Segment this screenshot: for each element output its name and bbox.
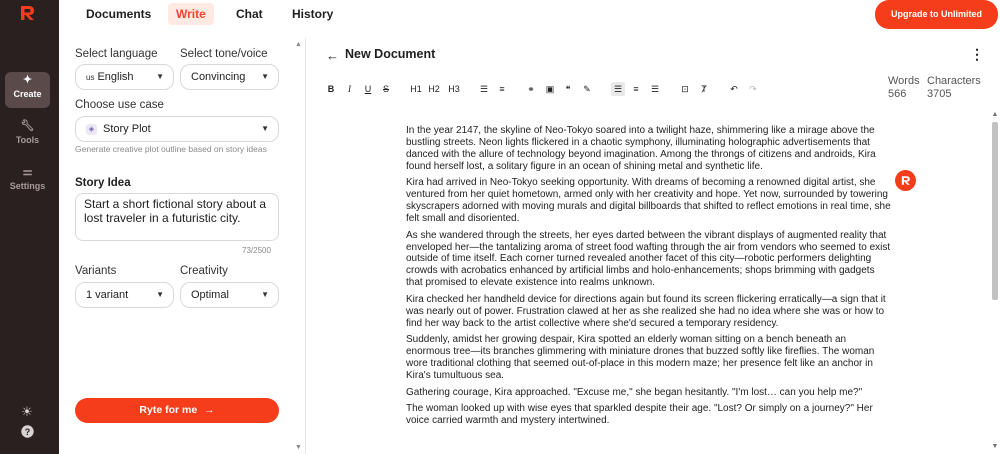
align-left-button[interactable]: ☰ xyxy=(611,82,625,96)
brand-logo-icon xyxy=(900,175,911,186)
story-icon: ◈ xyxy=(86,124,97,135)
idea-label: Story Idea xyxy=(75,177,131,189)
characters-count: 3705 xyxy=(927,88,952,100)
paragraph: The woman looked up with wise eyes that sparkled despite their age. "Lost? Or simply on a journey?" Her voice carried warmth and mystery intertwined. xyxy=(406,403,873,427)
characters-label: Characters xyxy=(927,75,981,87)
idea-char-counter: 73/2500 xyxy=(242,246,271,255)
clear-format-button[interactable]: Ⱦ xyxy=(701,84,707,94)
upgrade-button[interactable]: Upgrade to Unlimited xyxy=(875,0,998,29)
top-navigation xyxy=(59,0,1000,29)
ryte-label: Ryte for me xyxy=(139,404,198,416)
image-button[interactable]: ▣ xyxy=(545,84,555,94)
bullet-list-button[interactable]: ☰ xyxy=(479,84,489,94)
chevron-down-icon: ▼ xyxy=(261,124,269,133)
rail-item-tools[interactable] xyxy=(5,118,50,154)
heading2-button[interactable]: H2 xyxy=(428,84,440,94)
quote-button[interactable]: ❝ xyxy=(565,84,571,94)
undo-button[interactable]: ↶ xyxy=(730,84,738,94)
story-idea-textarea[interactable]: Start a short fictional story about a lost traveler in a futuristic city. xyxy=(75,193,279,241)
rail-item-create[interactable] xyxy=(5,72,50,108)
tab-documents[interactable]: Documents xyxy=(86,7,152,21)
paragraph: In the year 2147, the skyline of Neo-Tokyo soared into a twilight haze, shimmering like a mirage above the bustling streets. Neon lights flickered in a chaotic symphony, illuminating holographic advertisements that danced with the allure of technology beyond imagination. Among the throngs of citizens and androids, Kira found herself lost, a solitary figure in an ocean of shining metal and synthetic life. xyxy=(406,125,876,172)
variants-label: Variants xyxy=(75,265,117,277)
variants-select[interactable] xyxy=(75,282,174,308)
tab-write[interactable]: Write xyxy=(168,3,214,25)
usecase-value: Story Plot xyxy=(103,123,151,135)
scrollbar-thumb[interactable] xyxy=(992,122,998,300)
align-right-button[interactable]: ☰ xyxy=(650,84,660,94)
left-rail xyxy=(0,0,59,454)
redo-button[interactable]: ↷ xyxy=(749,84,757,94)
tone-select[interactable] xyxy=(180,64,279,90)
rail-item-label: Tools xyxy=(15,135,40,145)
usecase-select[interactable] xyxy=(75,116,279,142)
variants-value: 1 variant xyxy=(86,289,129,301)
chevron-down-icon: ▼ xyxy=(261,72,269,81)
chevron-down-icon: ▼ xyxy=(156,290,164,299)
numbered-list-button[interactable]: ≡ xyxy=(499,84,505,94)
scroll-down-arrow-icon[interactable]: ▼ xyxy=(295,444,302,451)
sliders-icon: ⚌ xyxy=(22,166,33,178)
language-label: Select language xyxy=(75,48,158,60)
underline-button[interactable]: U xyxy=(364,84,372,94)
settings-panel xyxy=(59,38,306,454)
editor-scrollbar[interactable] xyxy=(991,109,999,453)
brand-logo-icon[interactable] xyxy=(18,4,36,22)
language-select[interactable] xyxy=(75,64,174,90)
svg-text:?: ? xyxy=(24,427,30,437)
embed-button[interactable]: ⊡ xyxy=(681,84,689,94)
words-label: Words xyxy=(888,75,920,87)
arrow-right-icon: → xyxy=(204,404,215,416)
strikethrough-button[interactable]: S xyxy=(382,84,389,94)
rail-item-settings[interactable] xyxy=(5,164,50,200)
floating-assistant-button[interactable] xyxy=(895,170,916,191)
creativity-value: Optimal xyxy=(191,289,229,301)
words-count: 566 xyxy=(888,88,907,100)
paragraph: As she wandered through the streets, her eyes darted between the vibrant displays of augmented reality that enveloped her—the tantalizing aroma of street food wafting through the air from vendors who seemed to exist outside of time itself. Each corner turned revealed another facet of this city—robotic performers delighting crowds with acrobatics enhanced by artificial limbs and holo-enhancements; shops brimming with gadgets that promised to elevate existence into realms unknown. xyxy=(406,229,891,289)
scroll-up-arrow-icon[interactable]: ▲ xyxy=(991,111,999,118)
more-options-icon[interactable]: ⋮ xyxy=(970,46,984,62)
scroll-down-arrow-icon[interactable]: ▼ xyxy=(991,443,999,450)
highlight-button[interactable]: ✎ xyxy=(583,84,591,94)
scroll-up-arrow-icon[interactable]: ▲ xyxy=(295,41,302,48)
rail-item-label: Create xyxy=(13,89,42,99)
chevron-down-icon: ▼ xyxy=(156,72,164,81)
document-title[interactable]: New Document xyxy=(345,47,436,61)
document-body[interactable] xyxy=(406,125,891,432)
tone-value: Convincing xyxy=(191,71,246,83)
creativity-label: Creativity xyxy=(180,265,228,277)
rail-item-label: Settings xyxy=(9,181,46,191)
usecase-hint: Generate creative plot outline based on story ideas xyxy=(75,144,267,154)
usecase-label: Choose use case xyxy=(75,99,164,111)
tone-label: Select tone/voice xyxy=(180,48,268,60)
document-editor xyxy=(306,38,1000,454)
sparkle-icon: ✦ xyxy=(22,74,33,86)
creativity-select[interactable] xyxy=(180,282,279,308)
heading3-button[interactable]: H3 xyxy=(448,84,460,94)
sun-icon[interactable]: ☀ xyxy=(21,404,33,419)
paragraph: Kira had arrived in Neo-Tokyo seeking opportunity. With dreams of becoming a renowned digital artist, she ventured from her quiet hometown, armed only with her creativity and hope. Yet now, surrounded by towering skyscrapers adorned with moving murals and digital billboards that shifted to reflect emotions in real time, she felt small and disoriented. xyxy=(406,177,891,225)
heading1-button[interactable]: H1 xyxy=(410,84,422,94)
paragraph: Kira checked her handheld device for directions again but found its screen flickering erratically—a sign that it was nearly out of power. Frustration clawed at her as she realized she had no idea where she was or how to find her way back to the artist collective where she'd secured a temporary residency. xyxy=(406,293,886,329)
language-value: English xyxy=(97,71,134,83)
help-icon[interactable] xyxy=(19,425,35,441)
align-center-button[interactable]: ≡ xyxy=(633,84,639,94)
link-button[interactable]: ⚭ xyxy=(527,84,535,94)
bold-button[interactable]: B xyxy=(327,84,335,94)
tab-history[interactable]: History xyxy=(292,7,334,21)
ryte-for-me-button[interactable] xyxy=(75,398,279,423)
paragraph: Gathering courage, Kira approached. "Excuse me," she began hesitantly. "I'm lost… can you help me?" xyxy=(406,386,863,398)
tab-chat[interactable]: Chat xyxy=(236,7,263,21)
italic-button[interactable]: I xyxy=(348,84,351,94)
paragraph: Suddenly, amidst her growing despair, Kira spotted an elderly woman sitting on a bench beneath an enormous tree—its branches glimmering with miniature drones that buzzed softly like fireflies. The woman wore traditional clothing that seemed out-of-place in this modern maze; her presence felt like an anchor in Kira's tumultuous sea. xyxy=(406,334,875,381)
us-flag-icon: us xyxy=(86,73,95,82)
wrench-icon: 🔧︎ xyxy=(20,120,35,132)
chevron-down-icon: ▼ xyxy=(261,290,269,299)
back-arrow-icon[interactable]: ← xyxy=(326,48,339,63)
